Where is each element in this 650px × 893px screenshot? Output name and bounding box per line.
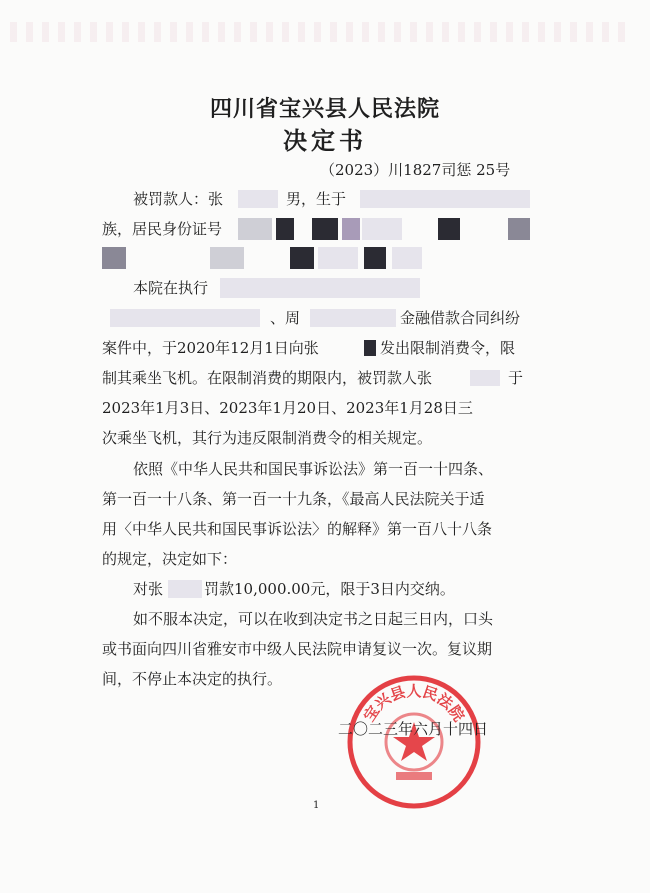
redaction-block	[360, 190, 530, 208]
body-line: 或书面向四川省雅安市中级人民法院申请复议一次。复议期	[102, 640, 493, 658]
redaction-block	[168, 580, 202, 598]
redaction-block	[318, 247, 358, 269]
decision-text: 罚款10,000.00元，限于3日内交纳。	[204, 580, 455, 598]
case-type-text: 金融借款合同纠纷	[400, 309, 521, 327]
body-line: 次乘坐飞机，其行为违反限制消费令的相关规定。	[102, 429, 433, 447]
gender-birth-text: 男，生于	[286, 190, 347, 208]
body-line: 第一百一十八条、第一百一十九条，《最高人民法院关于适	[102, 490, 485, 508]
body-line: 于	[508, 369, 524, 387]
executing-text: 本院在执行	[133, 279, 209, 297]
scan-noise	[10, 22, 630, 42]
body-line: 制其乘坐飞机。在限制消费的期限内，被罚款人张	[102, 369, 433, 387]
redaction-block	[310, 309, 396, 327]
penalized-person-label: 被罚款人：张	[133, 190, 224, 208]
redaction-block	[364, 247, 386, 269]
redaction-block	[276, 218, 294, 240]
id-number-label: 族，居民身份证号	[102, 220, 223, 238]
document-title: 决定书	[283, 127, 367, 155]
redaction-block	[364, 340, 376, 356]
redaction-block	[210, 247, 244, 269]
redaction-block	[238, 190, 278, 208]
case-number: （2023）川1827司惩 25号	[320, 161, 511, 179]
redaction-block	[438, 218, 460, 240]
body-line: 用〈中华人民共和国民事诉讼法〉的解释》第一百八十八条	[102, 520, 493, 538]
redaction-block	[238, 218, 272, 240]
body-line: 发出限制消费令，限	[380, 339, 516, 357]
seal-text: 宝兴县人民法院	[359, 682, 469, 725]
redaction-block	[110, 309, 260, 327]
body-line: 案件中，于2020年12月1日向张	[102, 339, 319, 357]
redaction-block	[362, 218, 402, 240]
redaction-block	[102, 247, 126, 269]
decision-date: 二〇二三年六月十四日	[338, 720, 489, 738]
redaction-block	[290, 247, 314, 269]
court-name: 四川省宝兴县人民法院	[209, 97, 440, 122]
body-line: 如不服本决定，可以在收到决定书之日起三日内，口头	[133, 610, 494, 628]
body-line: 间，不停止本决定的执行。	[102, 670, 283, 688]
redaction-block	[342, 218, 360, 240]
body-line: 依照《中华人民共和国民事诉讼法》第一百一十四条、	[133, 460, 494, 478]
decision-text: 对张	[133, 580, 164, 598]
redaction-block	[392, 247, 422, 269]
redaction-block	[220, 278, 420, 298]
party-text: 、周	[270, 309, 301, 327]
body-line: 的规定，决定如下：	[102, 550, 238, 568]
redaction-block	[508, 218, 530, 240]
court-seal-icon	[344, 672, 484, 812]
redaction-block	[312, 218, 338, 240]
body-line: 2023年1月3日、2023年1月20日、2023年1月28日三	[102, 399, 473, 417]
page-number: 1	[313, 800, 320, 811]
redaction-block	[470, 370, 500, 386]
